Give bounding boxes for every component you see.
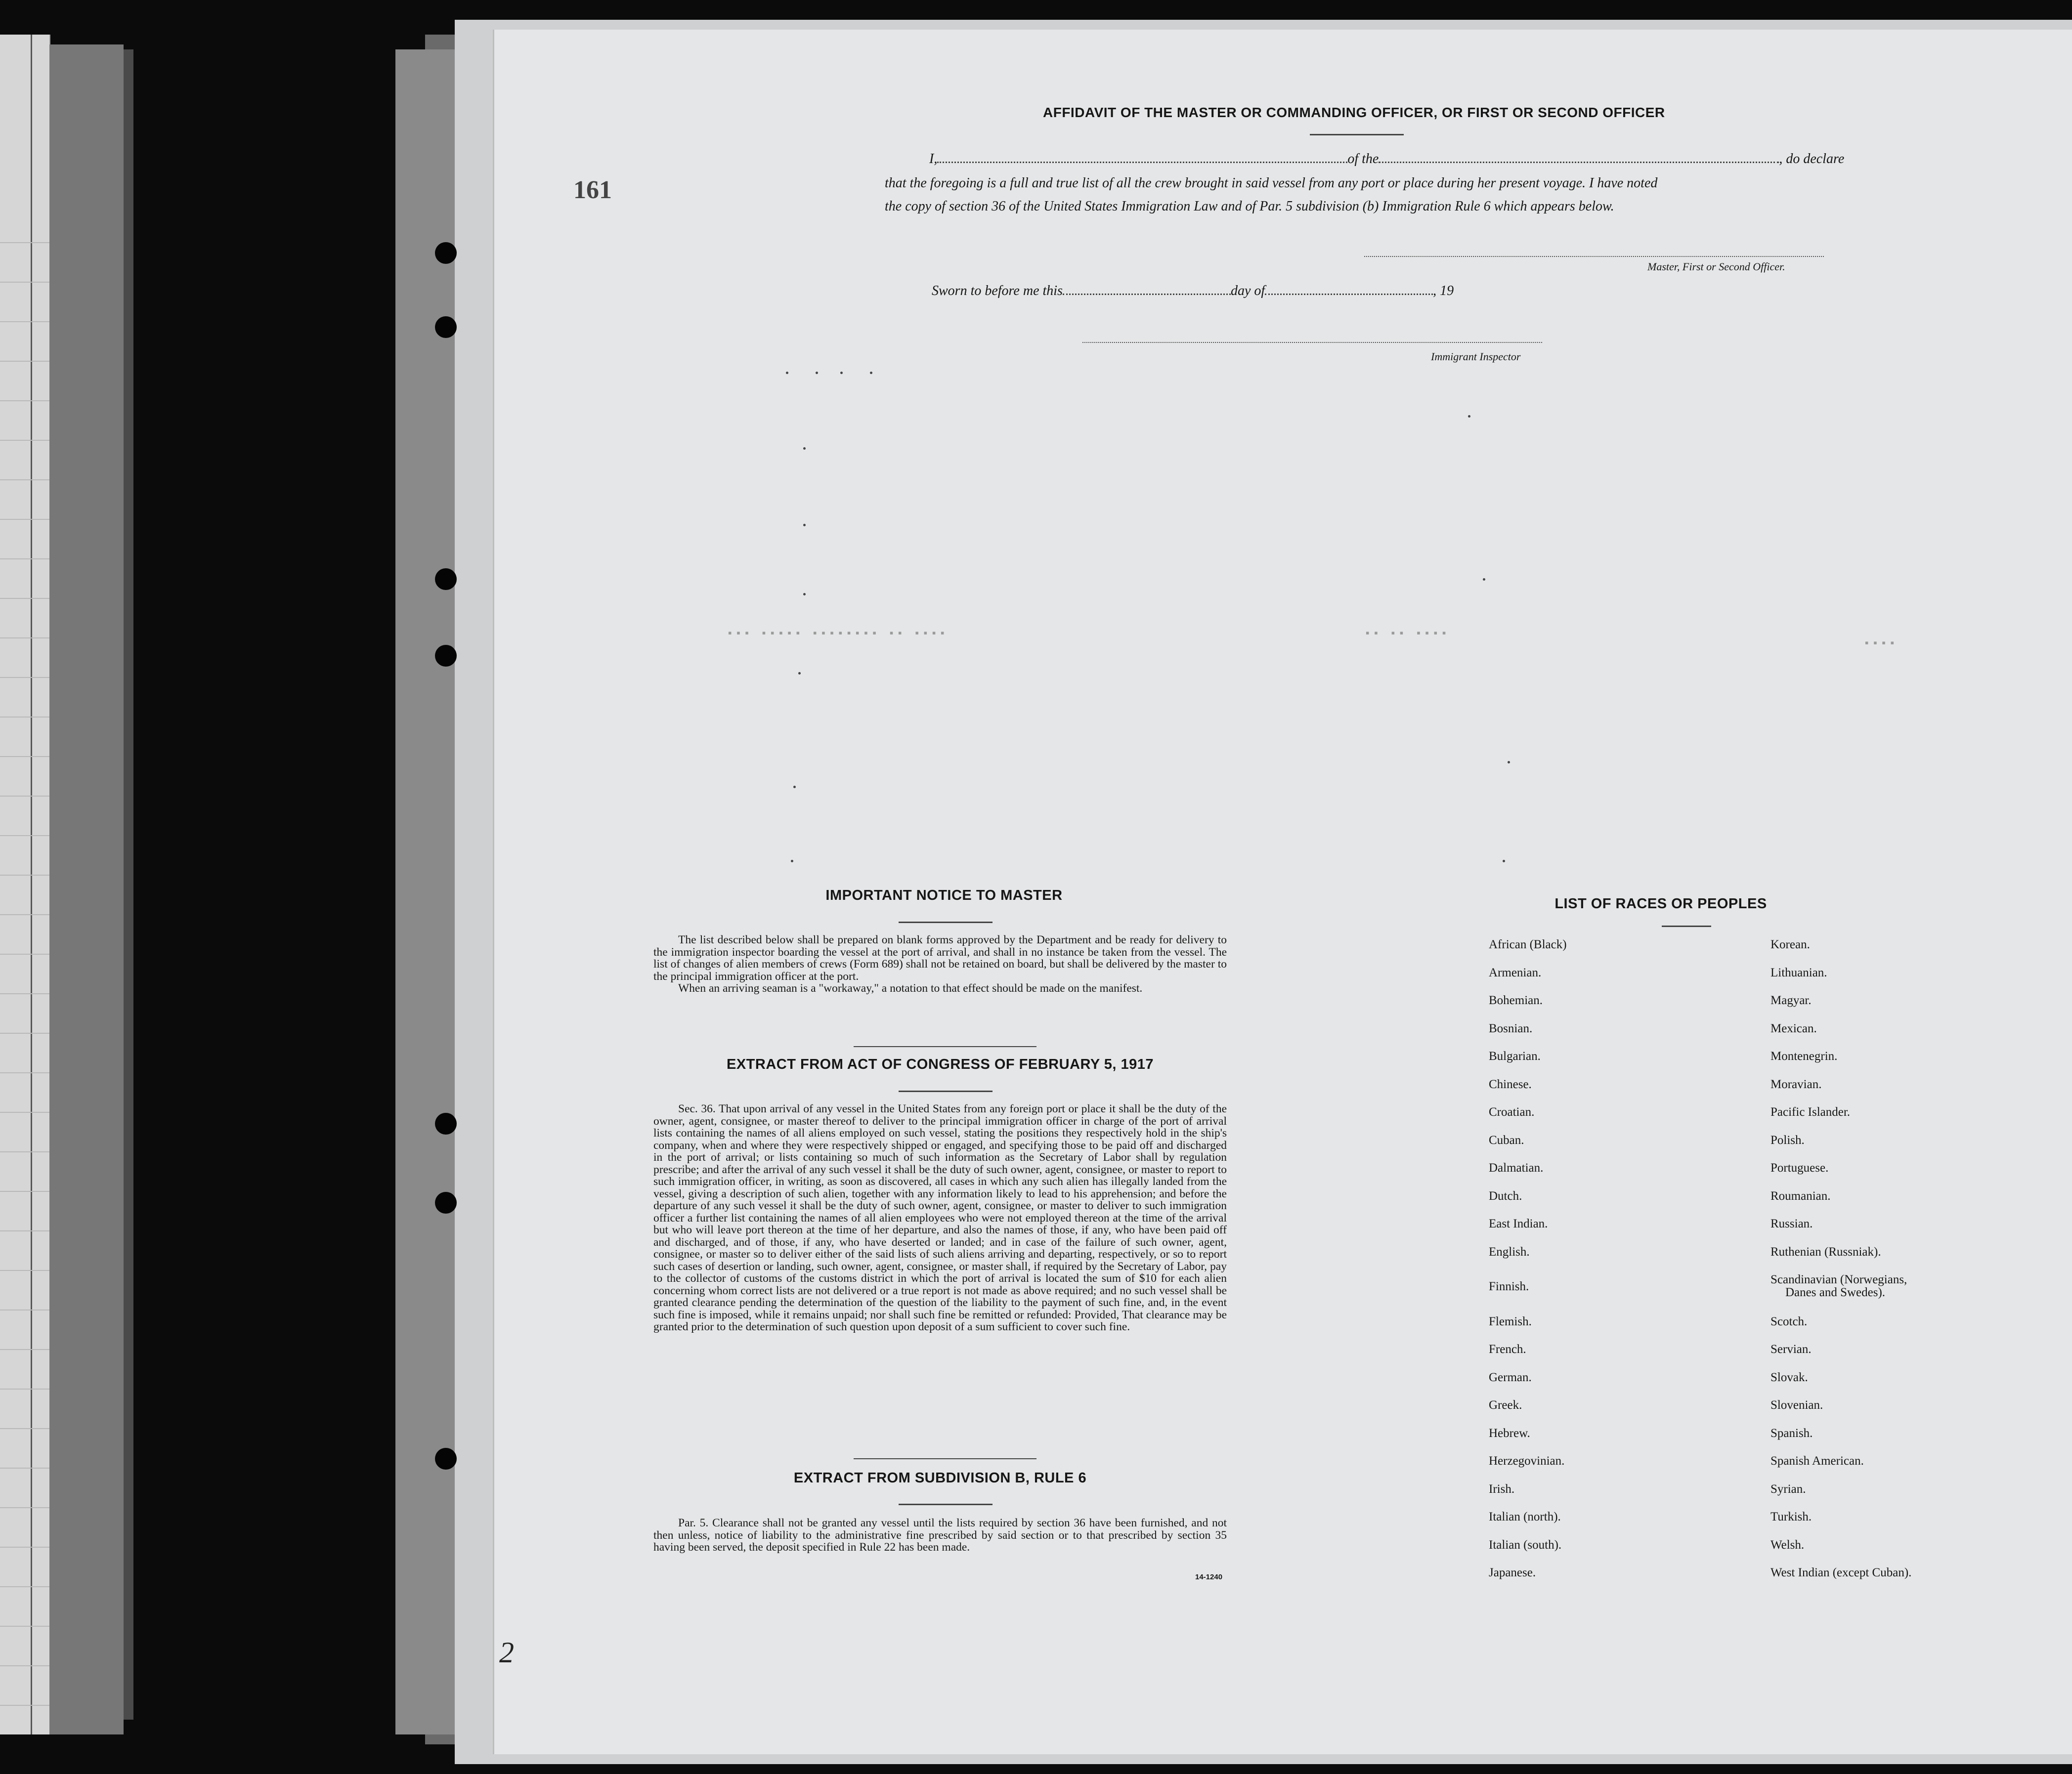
race-item: German. — [1489, 1371, 1532, 1384]
race-item: Korean. — [1770, 938, 1810, 951]
race-item: Dutch. — [1489, 1189, 1522, 1203]
race-item: Slovak. — [1770, 1371, 1808, 1384]
race-item: Ruthenian (Russniak). — [1770, 1245, 1881, 1259]
binder-hole — [435, 645, 457, 667]
act-title: EXTRACT FROM ACT OF CONGRESS OF FEBRUARY 5, 1917 — [726, 1056, 1154, 1072]
race-item: Slovenian. — [1770, 1398, 1823, 1412]
page-number: 161 — [573, 176, 612, 204]
race-item: Bulgarian. — [1489, 1050, 1541, 1063]
binder-hole — [435, 1113, 457, 1135]
race-item: Herzegovinian. — [1489, 1454, 1565, 1468]
affidavit-line-1: I, of the , do declare — [929, 151, 1845, 167]
race-item: English. — [1489, 1245, 1530, 1259]
binder-hole — [435, 316, 457, 338]
race-item: Italian (north). — [1489, 1510, 1561, 1523]
binder-hole — [435, 568, 457, 590]
race-item: Chinese. — [1489, 1078, 1532, 1091]
affidavit-line-2: that the foregoing is a full and true list of all the crew brought in said vessel from any port or place during her present voyage. I have noted — [885, 175, 1658, 191]
act-text: Sec. 36. That upon arrival of any vessel in the United States from any foreign port or place it shall be the duty of the owner, agent, consignee, or master thereof to deliver to the principal immigration officer in charge of the port of arrival lists containing the names of all aliens employed on such vessel, stating the positions they respectively hold in the ship's company, when and where they were respectively shipped or engaged, and specifying those to be paid off and discharged in the port of arrival; or lists containing so much of such information as the Secretary of Labor shall by regulation prescribe; and after the arrival of any such vessel it shall be the duty of such owner, agent, consignee, or master to report to such immigration officer, in writing, as soon as discovered, all cases in which any such alien has illegally landed from the vessel, giving a description of such alien, together with any information likely to lead to his apprehension; and before the departure of any such vessel it shall be the duty of such owner, agent, consignee, or master to deliver to such immigration officer a further list containing the names of all alien employees who were not employed thereon at the time of the arrival but who will leave port thereon at the time of her departure, and also the names of those, if any, who have been paid off and discharged, and of those, if any, who have deserted or landed; and in case of the failure of such owner, agent, consignee, or master so to deliver either of the said lists of such aliens arriving and departing, respectively, or so to report such cases of desertion or landing, such owner, agent, consignee, or master shall, if required by the Secretary of Labor, pay to the collector of customs of the customs district in which the port of arrival is located the sum of $10 for each alien concerning whom correct lists are not delivered or a true report is not made as above required; and no such vessel shall be granted clearance pending the determination of the question of the liability to the payment of such fine, and, in the event such fine is imposed, while it remains unpaid; nor shall such fine be remitted or refunded: Provided, That clearance may be granted prior to the determination of such question upon deposit of a sum sufficient to cover such fine. — [653, 1102, 1227, 1333]
sworn-line: Sworn to before me this day of , 19 — [932, 283, 1454, 298]
affidavit-title: AFFIDAVIT OF THE MASTER OR COMMANDING OFFICER, OR FIRST OR SECOND OFFICER — [1043, 105, 1665, 120]
race-item: Flemish. — [1489, 1315, 1532, 1328]
rule-text: Par. 5. Clearance shall not be granted any vessel until the lists required by section 36 have been furnished, and not then unless, notice of liability to the administrative fine prescribed by said section or to that prescribed by section 35 having been served, the deposit specified in Rule 22 has been made. — [653, 1517, 1227, 1554]
race-item: Cuban. — [1489, 1134, 1524, 1147]
race-item: Pacific Islander. — [1770, 1105, 1851, 1119]
race-item: Danes and Swedes). — [1785, 1286, 1886, 1299]
race-item: Japanese. — [1489, 1566, 1536, 1579]
rule-title: EXTRACT FROM SUBDIVISION B, RULE 6 — [793, 1470, 1087, 1486]
race-item: Montenegrin. — [1770, 1050, 1838, 1063]
race-item: Magyar. — [1770, 994, 1812, 1007]
race-item: East Indian. — [1489, 1217, 1548, 1230]
master-signature-line[interactable] — [1364, 256, 1824, 257]
race-item: African (Black) — [1489, 938, 1567, 951]
race-item: Moravian. — [1770, 1078, 1822, 1091]
inspector-caption: Immigrant Inspector — [1431, 350, 1521, 363]
affidavit-line-3: the copy of section 36 of the United States Immigration Law and of Par. 5 subdivision (b) Immigration Rule 6 which appears below. — [885, 199, 1614, 214]
race-item: Dalmatian. — [1489, 1161, 1544, 1175]
race-item: Scandinavian (Norwegians, — [1770, 1273, 1907, 1286]
race-item: Welsh. — [1770, 1538, 1805, 1552]
race-item: Finnish. — [1489, 1280, 1529, 1293]
race-item: Turkish. — [1770, 1510, 1812, 1523]
race-item: Armenian. — [1489, 966, 1542, 979]
race-item: Bosnian. — [1489, 1022, 1533, 1035]
race-item: Lithuanian. — [1770, 966, 1827, 979]
notice-title: IMPORTANT NOTICE TO MASTER — [825, 887, 1063, 903]
race-item: West Indian (except Cuban). — [1770, 1566, 1912, 1579]
race-item: Croatian. — [1489, 1105, 1535, 1119]
race-item: Russian. — [1770, 1217, 1813, 1230]
binder-hole — [435, 1192, 457, 1214]
inspector-signature-line[interactable] — [1082, 342, 1542, 343]
race-item: Syrian. — [1770, 1482, 1806, 1496]
form-number: 14-1240 — [1195, 1573, 1223, 1581]
race-item: French. — [1489, 1343, 1526, 1356]
race-item: Servian. — [1770, 1343, 1812, 1356]
race-item: Spanish American. — [1770, 1454, 1864, 1468]
races-title: LIST OF RACES OR PEOPLES — [1554, 896, 1767, 912]
race-item: Hebrew. — [1489, 1427, 1530, 1440]
race-item: Bohemian. — [1489, 994, 1543, 1007]
race-item: Roumanian. — [1770, 1189, 1831, 1203]
race-item: Irish. — [1489, 1482, 1515, 1496]
race-item: Polish. — [1770, 1134, 1805, 1147]
binding-shadow — [124, 49, 133, 1720]
race-item: Italian (south). — [1489, 1538, 1562, 1552]
race-item: Scotch. — [1770, 1315, 1808, 1328]
left-page-edge — [0, 35, 50, 1734]
handwritten-mark: 2 — [499, 1636, 514, 1669]
binding-edge — [49, 44, 124, 1734]
master-caption: Master, First or Second Officer. — [1647, 260, 1785, 273]
binder-hole — [435, 1448, 457, 1470]
race-item: Portuguese. — [1770, 1161, 1829, 1175]
race-item: Mexican. — [1770, 1022, 1817, 1035]
race-item: Spanish. — [1770, 1427, 1813, 1440]
race-item: Greek. — [1489, 1398, 1522, 1412]
notice-text: The list described below shall be prepared on blank forms approved by the Department and be ready for delivery to the immigration inspector boarding the vessel at the port of arrival, and shall in no instance be taken from the vessel. The list of changes of alien members of crews (Form 689) shall not be retained on board, but shall be delivered by the master to the principal immigration officer at the port. When an arriving seaman is a "workaway," a notation to that effect should be made on the manifest. — [653, 933, 1227, 995]
binder-hole — [435, 242, 457, 264]
